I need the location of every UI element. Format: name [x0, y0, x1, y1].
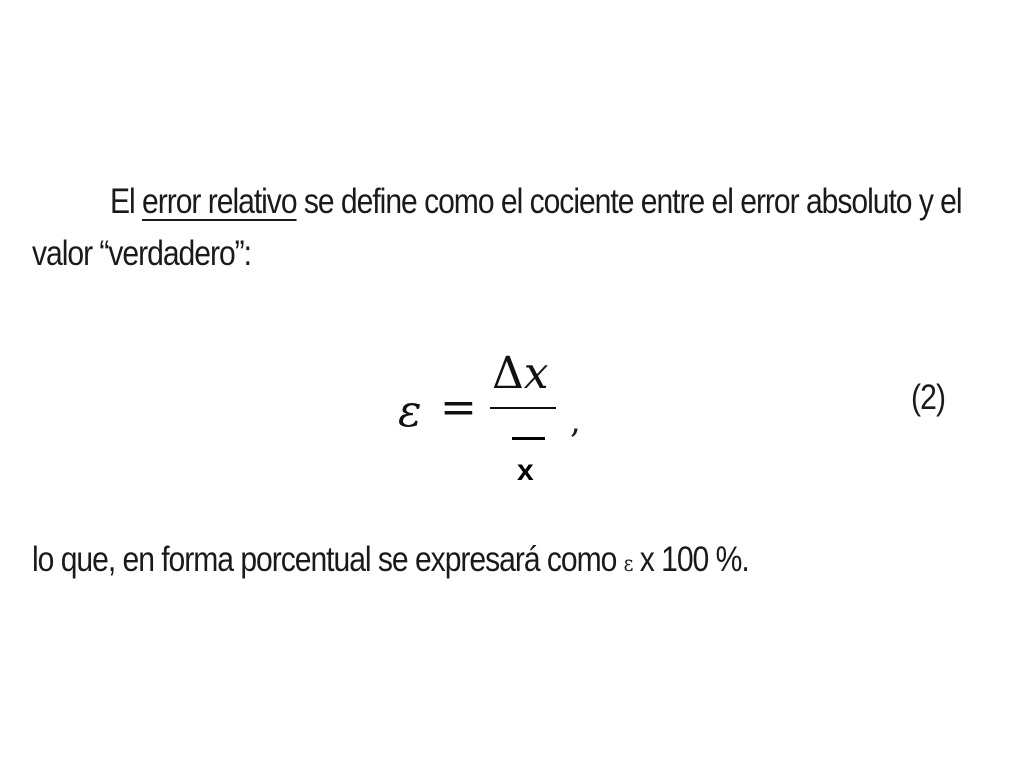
numerator-delta: Δ [492, 348, 524, 399]
equation-equals-sign: = [440, 382, 477, 433]
numerator-x: x [523, 348, 549, 399]
paragraph-line-2: valor “verdadero”: [32, 234, 251, 273]
mean-bar-line [512, 437, 545, 440]
line-1-prefix: El [110, 182, 143, 221]
epsilon-symbol: ε [623, 552, 633, 577]
equation-number: (2) [911, 378, 946, 417]
equation-comma: , [570, 401, 581, 441]
paragraph-line-1 [110, 184, 962, 219]
paragraph-2-text-before: lo que, en forma porcentual se expresará como [32, 540, 624, 579]
paragraph-2-text-after: x 100 %. [632, 540, 749, 579]
equation-lhs-epsilon: ε [398, 386, 422, 437]
term-error-relativo: error relativo [142, 182, 297, 221]
fraction-bar [490, 407, 556, 409]
paragraph-2 [32, 542, 749, 577]
denominator-x-mean: x [517, 454, 534, 487]
equation-numerator [492, 348, 549, 399]
line-1-suffix: se define como el cociente entre el error absoluto y el [296, 182, 962, 221]
